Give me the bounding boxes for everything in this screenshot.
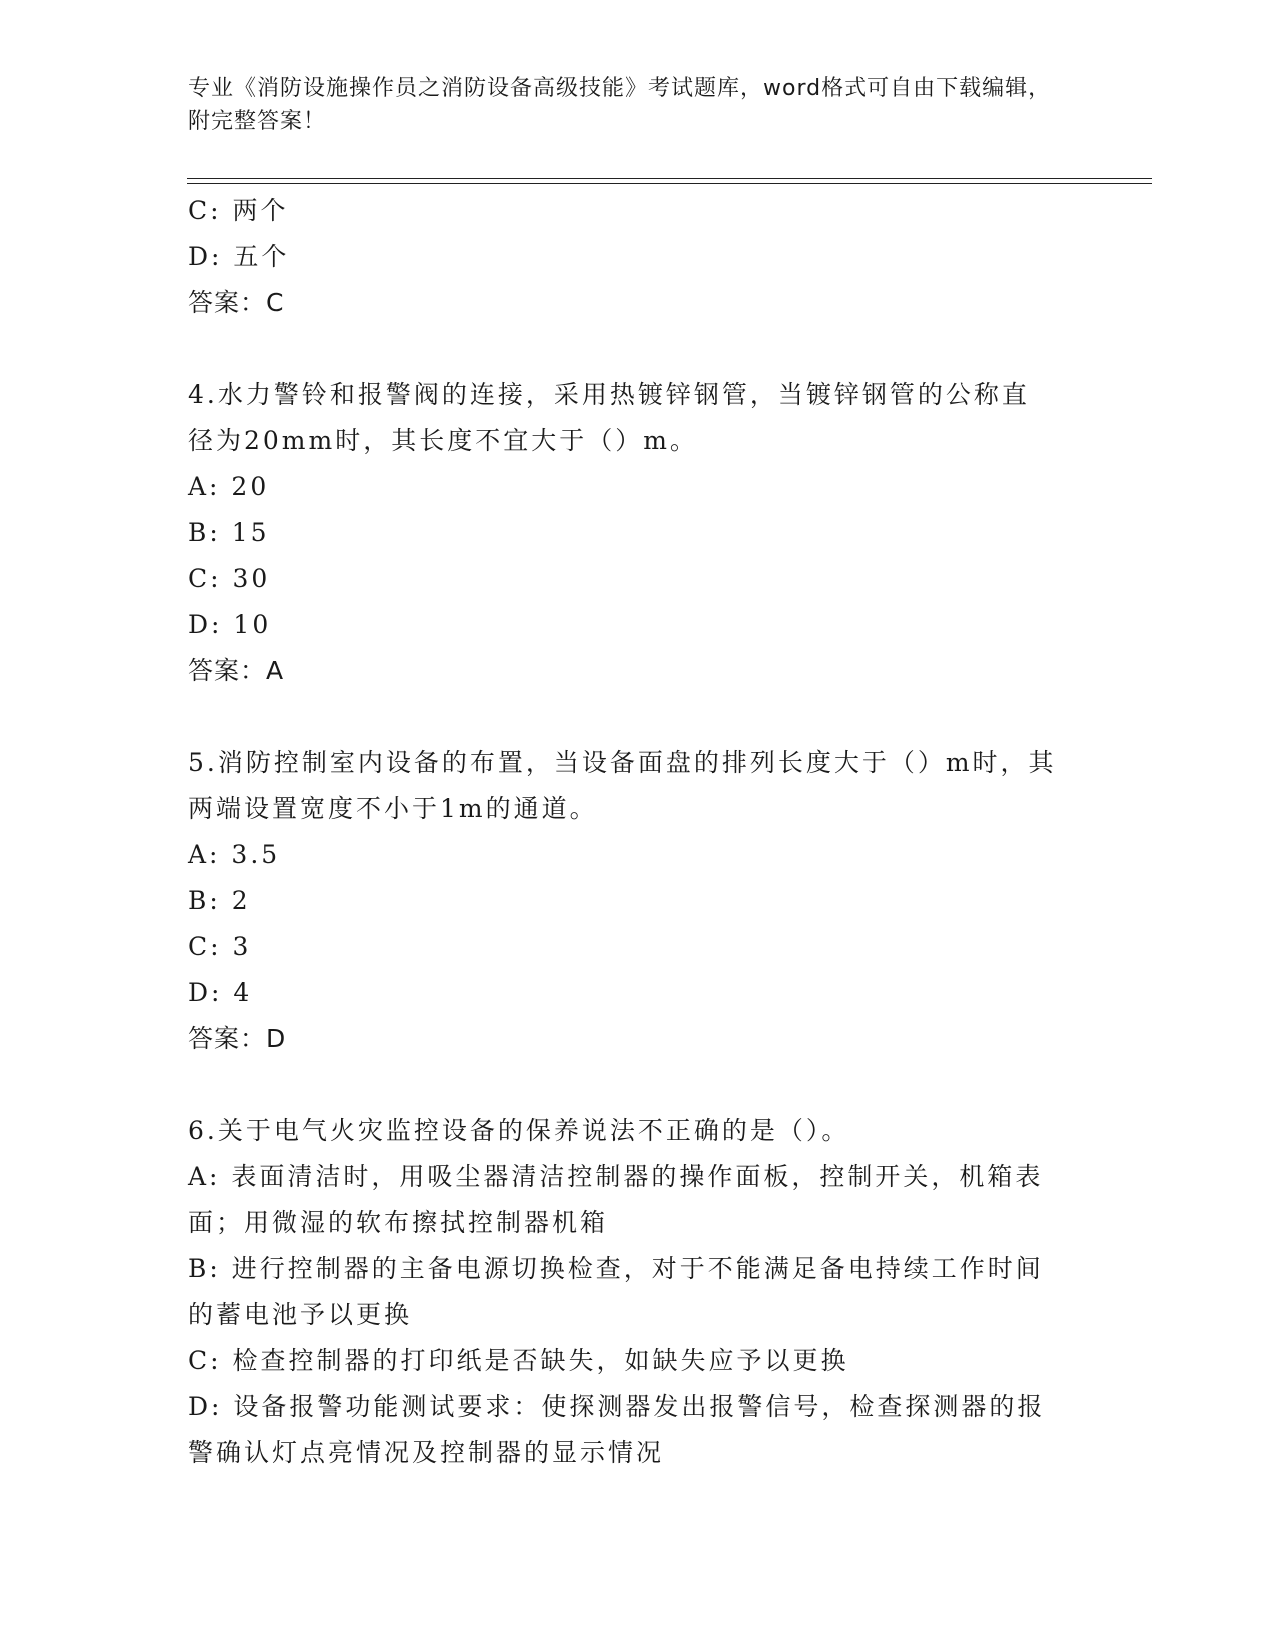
option-a: A: 20 [188, 472, 270, 501]
question-stem: 两端设置宽度不小于1m的通道。 [188, 794, 598, 823]
option-c: C: 30 [188, 564, 271, 593]
question-5 [188, 740, 1088, 1062]
spacer [188, 1062, 1088, 1108]
answer-line: 答案：C [188, 288, 285, 317]
option-c: C: 检查控制器的打印纸是否缺失，如缺失应予以更换 [188, 1346, 849, 1375]
option-c: C: 两个 [188, 196, 289, 225]
option-d: D: 五个 [188, 242, 290, 271]
option-c: C: 3 [188, 932, 252, 961]
option-b: B: 进行控制器的主备电源切换检查，对于不能满足备电持续工作时间 [188, 1254, 1044, 1283]
question-4 [188, 372, 1088, 694]
question-6 [188, 1108, 1088, 1476]
option-a: A: 表面清洁时，用吸尘器清洁控制器的操作面板，控制开关，机箱表 [188, 1162, 1044, 1191]
document-header: 专业《消防设施操作员之消防设备高级技能》考试题库，word格式可自由下载编辑，附完整答案！ [188, 76, 1052, 134]
header-rule-top [187, 178, 1152, 179]
answer-line: 答案：D [188, 1024, 287, 1053]
spacer [188, 694, 1088, 740]
spacer [188, 326, 1088, 372]
question-stem: 5.消防控制室内设备的布置，当设备面盘的排列长度大于（）m时，其 [188, 748, 1057, 777]
question-stem: 径为20mm时，其长度不宜大于（）m。 [188, 426, 698, 455]
question-3-continued [188, 188, 1088, 326]
option-d: D: 10 [188, 610, 272, 639]
option-b-continued: 的蓄电池予以更换 [188, 1300, 413, 1329]
header-rule-bottom [187, 183, 1152, 184]
answer-line: 答案：A [188, 656, 285, 685]
option-d: D: 设备报警功能测试要求：使探测器发出报警信号，检查探测器的报 [188, 1392, 1046, 1421]
option-b: B: 2 [188, 886, 251, 915]
option-d: D: 4 [188, 978, 253, 1007]
option-b: B: 15 [188, 518, 270, 547]
option-a-continued: 面；用微湿的软布擦拭控制器机箱 [188, 1208, 609, 1237]
question-stem: 6.关于电气火灾监控设备的保养说法不正确的是（）。 [188, 1116, 850, 1145]
question-stem: 4.水力警铃和报警阀的连接，采用热镀锌钢管，当镀锌钢管的公称直 [188, 380, 1030, 409]
option-a: A: 3.5 [188, 840, 281, 869]
option-d-continued: 警确认灯点亮情况及控制器的显示情况 [188, 1438, 665, 1467]
question-list [188, 188, 1088, 1476]
